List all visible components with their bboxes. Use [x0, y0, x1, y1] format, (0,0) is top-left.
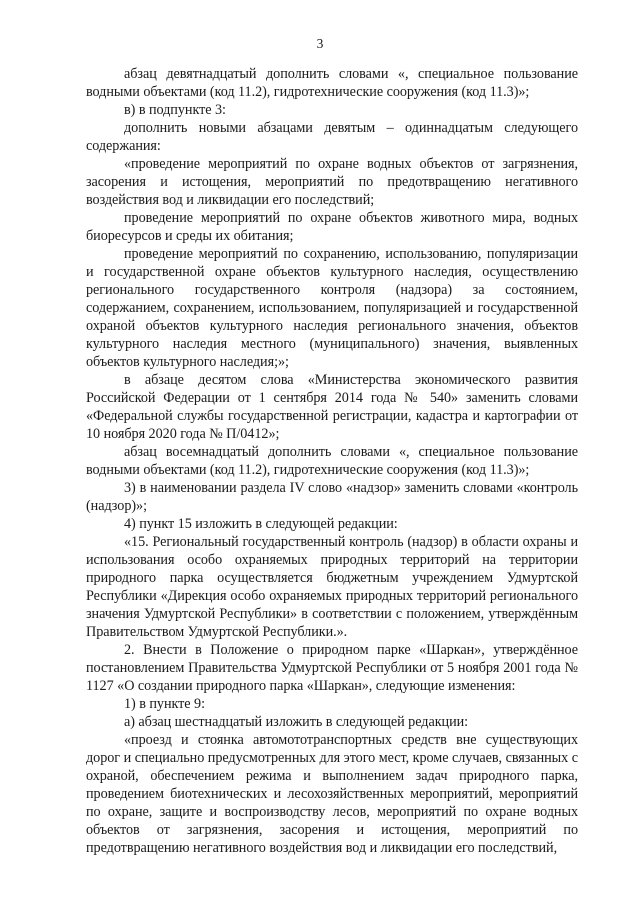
- paragraph: «проведение мероприятий по охране водных объектов от загрязнения, засорения и истощения, мероприятий по предотвращению негативного воздействия вод и ликвидации его последствий;: [86, 156, 578, 208]
- paragraph: «15. Региональный государственный контроль (надзор) в области охраны и использования особо охраняемых природных территорий на территории природного парка осуществляется бюджетным учреждением Удмуртской Республики «Дирекция особо охраняемых природных территорий регионального значения Удмуртской Республики» в соответствии с положением, утверждённым Правительством Удмуртской Республики.».: [86, 534, 578, 640]
- document-body: [86, 65, 578, 857]
- paragraph: проведение мероприятий по сохранению, использованию, популяризации и государственной охране объектов культурного наследия, осуществлению регионального государственного контроля (надзора) за состоянием, содержанием, сохранением, использованием, популяризацией и государственной охраной объектов культурного наследия регионального значения, объектов культурного наследия местного (муниципального) значения, выявленных объектов культурного наследия;»;: [86, 246, 578, 370]
- paragraph: 4) пункт 15 изложить в следующей редакции:: [124, 516, 398, 532]
- paragraph: в) в подпункте 3:: [124, 102, 226, 118]
- paragraph: в абзаце десятом слова «Министерства экономического развития Российской Федерации от 1 сентября 2014 года № 540» заменить словами «Федеральной службы государственной регистрации, кадастра и картографии от 10 ноября 2020 года № П/0412»;: [86, 372, 578, 442]
- paragraph: абзац девятнадцатый дополнить словами «, специальное пользование водными объектами (код 11.2), гидротехнические сооружения (код 11.3)»;: [86, 66, 578, 100]
- paragraph: 1) в пункте 9:: [124, 696, 205, 712]
- paragraph: 3) в наименовании раздела IV слово «надзор» заменить словами «контроль (надзор)»;: [86, 480, 578, 514]
- page-number: 3: [316, 36, 324, 51]
- paragraph: проведение мероприятий по охране объектов животного мира, водных биоресурсов и среды их обитания;: [86, 210, 578, 244]
- paragraph: 2. Внести в Положение о природном парке «Шаркан», утверждённое постановлением Правительства Удмуртской Республики от 5 ноября 2001 года № 1127 «О создании природного парка «Шаркан», следующие изменения:: [86, 642, 578, 694]
- paragraph: а) абзац шестнадцатый изложить в следующей редакции:: [124, 714, 469, 730]
- paragraph: дополнить новыми абзацами девятым – одиннадцатым следующего содержания:: [86, 120, 578, 154]
- paragraph: «проезд и стоянка автомототранспортных средств вне существующих дорог и специально предусмотренных для этого мест, кроме случаев, связанных с охраной, обеспечением режима и выполнением задач природного парка, проведением биотехнических и лесохозяйственных мероприятий, мероприятий по охране, защите и воспроизводству лесов, мероприятий по охране водных объектов от загрязнения, засорения и истощения, мероприятий по предотвращению негативного воздействия вод и ликвидации его последствий,: [86, 732, 578, 856]
- paragraph: абзац восемнадцатый дополнить словами «, специальное пользование водными объектами (код 11.2), гидротехнические сооружения (код 11.3)»;: [86, 444, 578, 478]
